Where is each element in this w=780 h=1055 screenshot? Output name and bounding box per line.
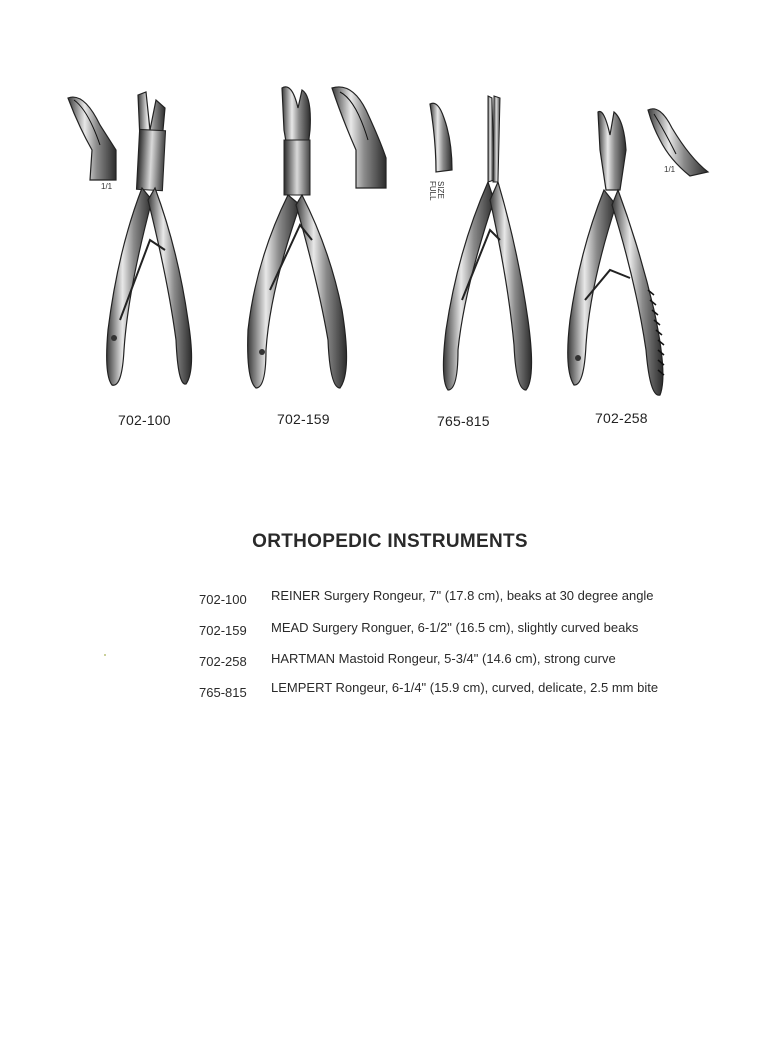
page-title: ORTHOPEDIC INSTRUMENTS bbox=[252, 531, 528, 552]
list-item bbox=[199, 588, 759, 623]
scale-label-full: FULL bbox=[428, 181, 437, 201]
instrument-702-100 bbox=[107, 92, 192, 385]
item-code: 702-258 bbox=[199, 654, 247, 669]
model-label-765-815: 765-815 bbox=[437, 413, 490, 429]
scale-label-1-to-1: 1/1 bbox=[101, 182, 113, 191]
model-label-702-159: 702-159 bbox=[277, 411, 330, 427]
item-code: 765-815 bbox=[199, 685, 247, 700]
model-label-702-100: 702-100 bbox=[118, 412, 171, 428]
instrument-list bbox=[199, 588, 759, 716]
item-description: REINER Surgery Rongeur, 7" (17.8 cm), beaks at 30 degree angle bbox=[271, 588, 654, 603]
speck-mark bbox=[104, 654, 106, 656]
scale-label-size: SIZE bbox=[436, 181, 445, 199]
tip-detail-702-258 bbox=[648, 109, 708, 176]
item-description: MEAD Surgery Ronguer, 6-1/2" (16.5 cm), slightly curved beaks bbox=[271, 620, 639, 635]
tip-detail-702-100 bbox=[68, 97, 116, 180]
model-label-702-258: 702-258 bbox=[595, 410, 648, 426]
tip-detail-765-815 bbox=[430, 103, 452, 172]
item-description: LEMPERT Rongeur, 6-1/4" (15.9 cm), curved, delicate, 2.5 mm bite bbox=[271, 680, 659, 695]
item-code: 702-100 bbox=[199, 592, 247, 607]
item-code: 702-159 bbox=[199, 623, 247, 638]
list-item bbox=[199, 620, 759, 654]
instrument-illustrations bbox=[0, 0, 780, 440]
instrument-702-258 bbox=[568, 111, 664, 395]
scale-label-1-to-1-b: 1/1 bbox=[664, 165, 676, 174]
instrument-765-815 bbox=[443, 96, 531, 390]
item-description: HARTMAN Mastoid Rongeur, 5-3/4" (14.6 cm), strong curve bbox=[271, 651, 616, 666]
tip-detail-702-159 bbox=[332, 87, 386, 188]
instrument-702-159 bbox=[248, 87, 347, 388]
list-item bbox=[199, 680, 759, 716]
